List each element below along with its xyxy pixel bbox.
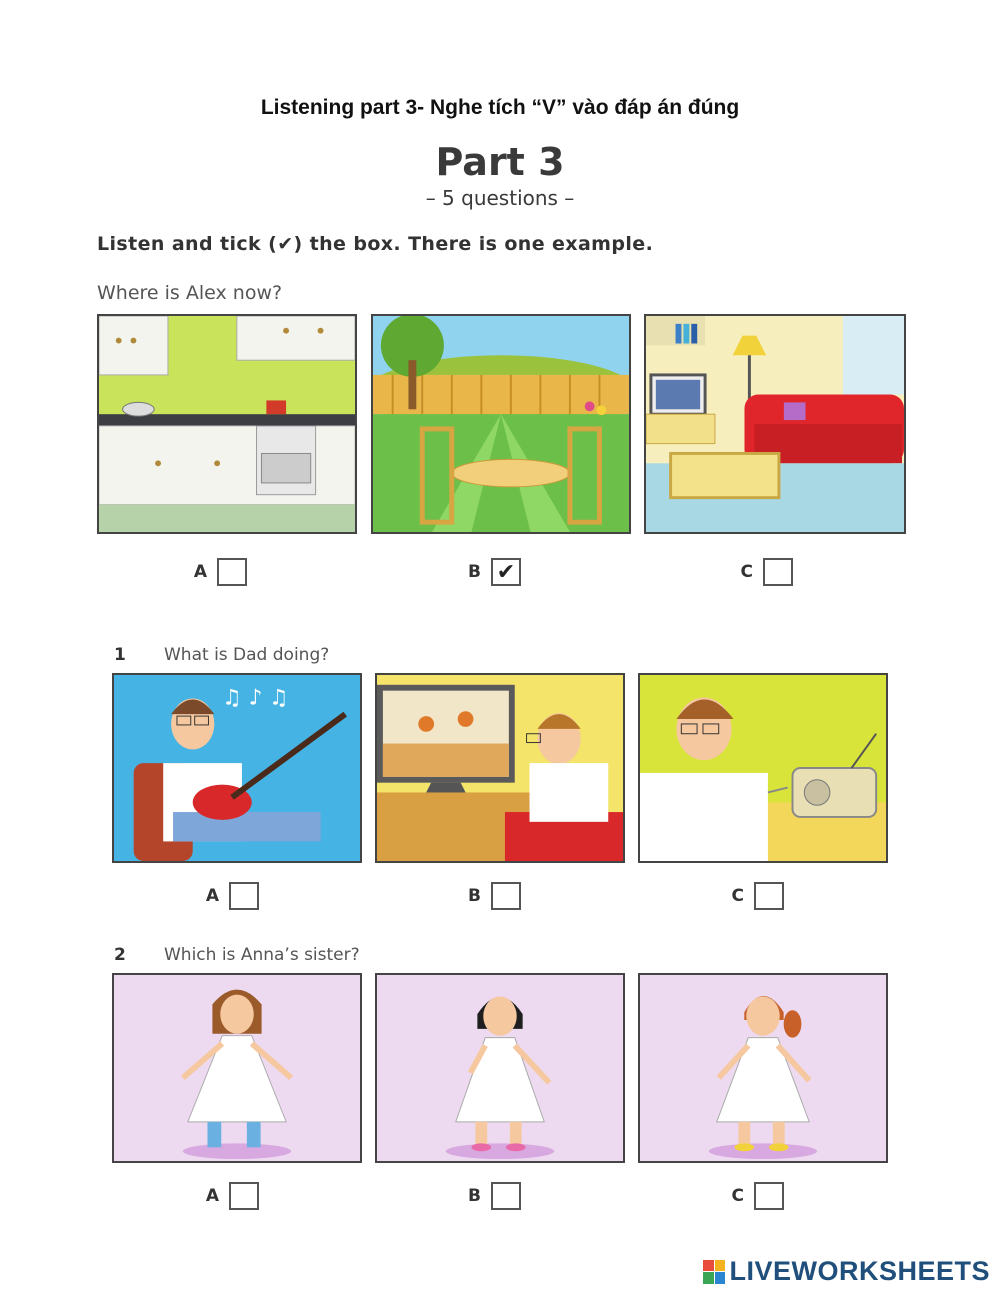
svg-text:♫ ♪ ♫: ♫ ♪ ♫ [222, 685, 289, 711]
tick-box-c[interactable] [754, 882, 784, 910]
picture-dad-radio [638, 673, 888, 863]
example-option-b [467, 558, 521, 586]
option-letter: B [468, 1186, 481, 1206]
tick-box-a[interactable] [229, 1182, 259, 1210]
tick-box-c[interactable] [754, 1182, 784, 1210]
tick-box-a[interactable] [229, 882, 259, 910]
question-1-option-c [730, 882, 784, 910]
instruction: Listen and tick (✔) the box. There is one example. [97, 233, 654, 255]
option-letter: C [731, 886, 744, 906]
tick-box-a[interactable] [217, 558, 247, 586]
worksheet-heading: Listening part 3- Nghe tích “V” vào đáp án đúng [260, 96, 740, 119]
question-1-number: 1 [114, 645, 126, 665]
picture-dad-guitar [112, 673, 362, 863]
question-2-number: 2 [114, 945, 126, 965]
logo-text: LIVEWORKSHEETS [729, 1256, 990, 1286]
part-title: Part 3 [435, 140, 565, 184]
example-question: Where is Alex now? [97, 282, 283, 304]
picture-living-room [644, 314, 906, 534]
picture-girl-ponytail [638, 973, 888, 1163]
picture-garden [371, 314, 631, 534]
question-2-option-c [730, 1182, 784, 1210]
tick-box-c[interactable] [763, 558, 793, 586]
part-subtitle: – 5 questions – [425, 186, 575, 210]
question-1-option-b [467, 882, 521, 910]
tick-box-b[interactable] [491, 882, 521, 910]
option-letter: A [205, 886, 219, 906]
question-1-option-a [205, 882, 259, 910]
example-option-a [193, 558, 247, 586]
option-letter: A [205, 1186, 219, 1206]
option-letter: B [468, 886, 481, 906]
logo-badge-icon [703, 1260, 725, 1284]
picture-kitchen [97, 314, 357, 534]
option-letter: B [468, 562, 481, 582]
option-letter: C [731, 1186, 744, 1206]
picture-dad-tv [375, 673, 625, 863]
option-letter: C [740, 562, 753, 582]
question-2-option-b [467, 1182, 521, 1210]
question-2-option-a [205, 1182, 259, 1210]
option-letter: A [193, 562, 207, 582]
tick-box-b[interactable] [491, 1182, 521, 1210]
example-option-c [739, 558, 793, 586]
picture-girl-long-hair [112, 973, 362, 1163]
tick-box-b[interactable]: ✔ [491, 558, 521, 586]
liveworksheets-logo[interactable] [703, 1256, 990, 1287]
question-1-text: What is Dad doing? [164, 645, 330, 665]
question-2-text: Which is Anna’s sister? [164, 945, 360, 965]
picture-girl-short-hair [375, 973, 625, 1163]
